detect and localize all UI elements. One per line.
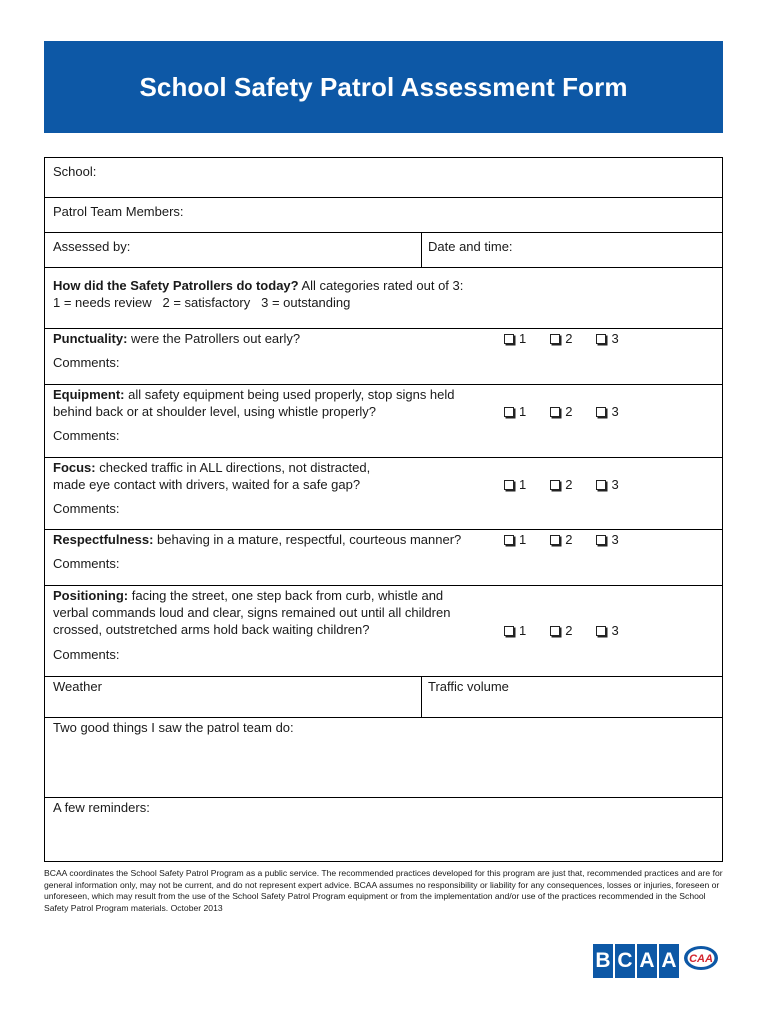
date-time-label: Date and time:: [428, 239, 513, 254]
logo-letter: A: [637, 944, 657, 978]
category-focus: [45, 457, 722, 529]
rating-option-1[interactable]: [504, 331, 526, 346]
school-row[interactable]: [45, 158, 722, 197]
category-name: Punctuality:: [53, 331, 128, 346]
checkbox-icon[interactable]: [504, 535, 514, 545]
category-desc-cont: crossed, outstretched arms hold back waiting children?: [53, 622, 370, 637]
option-label: 3: [611, 331, 619, 346]
option-label: 3: [611, 477, 619, 492]
caa-seal-icon: [683, 940, 719, 981]
checkbox-icon[interactable]: [504, 334, 514, 344]
logo-letter: C: [615, 944, 635, 978]
comments-label: Comments:: [53, 556, 120, 571]
category-desc: facing the street, one step back from curb, whistle and: [128, 588, 444, 603]
category-text: [53, 330, 300, 347]
category-desc: behaving in a mature, respectful, courteous manner?: [153, 532, 462, 547]
checkbox-icon[interactable]: [550, 334, 560, 344]
assessed-by-label: Assessed by:: [53, 239, 131, 254]
checkbox-icon[interactable]: [596, 480, 606, 490]
checkbox-icon[interactable]: [550, 626, 560, 636]
category-positioning: [45, 585, 722, 676]
reminders-label: A few reminders:: [53, 800, 150, 815]
traffic-volume-label: Traffic volume: [428, 679, 509, 694]
option-label: 3: [611, 623, 619, 638]
logo-letter: A: [659, 944, 679, 978]
good-things-label: Two good things I saw the patrol team do:: [53, 720, 294, 735]
checkbox-icon[interactable]: [596, 626, 606, 636]
checkbox-icon[interactable]: [550, 407, 560, 417]
option-label: 1: [519, 404, 527, 419]
intro-text: [53, 277, 463, 311]
team-members-label: Patrol Team Members:: [53, 204, 184, 219]
category-text: [53, 386, 455, 420]
reminders-row[interactable]: [45, 797, 722, 861]
option-label: 3: [611, 404, 619, 419]
comments-label: Comments:: [53, 501, 120, 516]
checkbox-icon[interactable]: [550, 535, 560, 545]
intro-question: How did the Safety Patrollers do today?: [53, 278, 299, 293]
option-label: 1: [519, 477, 527, 492]
category-name: Positioning:: [53, 588, 129, 603]
rating-option-3[interactable]: [596, 477, 618, 492]
category-desc-cont: behind back or at shoulder level, using whistle properly?: [53, 404, 377, 419]
checkbox-icon[interactable]: [504, 626, 514, 636]
option-label: 2: [565, 623, 573, 638]
option-label: 2: [565, 477, 573, 492]
rating-options: [504, 532, 643, 547]
rating-option-1[interactable]: [504, 404, 526, 419]
traffic-volume-field[interactable]: [422, 677, 722, 717]
weather-field[interactable]: [45, 677, 422, 717]
rating-option-3[interactable]: [596, 532, 618, 547]
assessor-row: [45, 232, 722, 267]
rating-option-1[interactable]: [504, 623, 526, 638]
rating-option-1[interactable]: [504, 532, 526, 547]
school-label: School:: [53, 164, 97, 179]
checkbox-icon[interactable]: [596, 535, 606, 545]
rating-option-3[interactable]: [596, 404, 618, 419]
category-text: [53, 587, 450, 638]
category-name: Respectfulness:: [53, 532, 154, 547]
logo-letter: B: [593, 944, 613, 978]
option-label: 1: [519, 331, 527, 346]
intro-rest: All categories rated out of 3:: [298, 278, 464, 293]
category-name: Equipment:: [53, 387, 125, 402]
title-banner: [44, 41, 723, 133]
option-label: 2: [565, 404, 573, 419]
assessed-by-field[interactable]: [45, 233, 422, 267]
rating-options: [504, 331, 643, 346]
rating-options: [504, 404, 643, 419]
bcaa-logo: [593, 940, 719, 981]
rating-options: [504, 477, 643, 492]
rating-option-2[interactable]: [550, 404, 572, 419]
rating-options: [504, 623, 643, 638]
rating-option-3[interactable]: [596, 331, 618, 346]
comments-label: Comments:: [53, 428, 120, 443]
category-text: [53, 459, 370, 493]
comments-label: Comments:: [53, 355, 120, 370]
category-desc-cont: verbal commands loud and clear, signs remained out until all children: [53, 605, 451, 620]
rating-option-2[interactable]: [550, 331, 572, 346]
checkbox-icon[interactable]: [596, 334, 606, 344]
category-desc: checked traffic in ALL directions, not distracted,: [95, 460, 371, 475]
comments-label: Comments:: [53, 647, 120, 662]
assessment-form: [44, 157, 723, 862]
category-desc: all safety equipment being used properly, stop signs held: [124, 387, 455, 402]
conditions-row: [45, 676, 722, 717]
date-time-field[interactable]: [422, 233, 722, 267]
disclaimer-text: BCAA coordinates the School Safety Patrol Program as a public service. The recommended practices developed for this program are just that, recommended practices and are for general information only, may not be current, and do not represent expert advice. BCAA assumes no responsibility or liability for any consequences, losses or injuries, foreseen or unforeseen, which may result from the use of the School Safety Patrol Program equipment or from the implementation and/or use of the practices recommended in the School Safety Patrol Program materials. October 2013: [44, 868, 723, 913]
category-punctuality: [45, 328, 722, 384]
option-label: 1: [519, 623, 527, 638]
caa-seal-text: CAA: [689, 953, 713, 965]
good-things-row[interactable]: [45, 717, 722, 797]
category-desc-cont: made eye contact with drivers, waited for a safe gap?: [53, 477, 361, 492]
rating-scale: 1 = needs review 2 = satisfactory 3 = outstanding: [53, 295, 351, 310]
checkbox-icon[interactable]: [596, 407, 606, 417]
rating-option-3[interactable]: [596, 623, 618, 638]
team-row[interactable]: [45, 197, 722, 232]
category-equipment: [45, 384, 722, 457]
option-label: 2: [565, 532, 573, 547]
category-respectfulness: [45, 529, 722, 585]
option-label: 2: [565, 331, 573, 346]
option-label: 1: [519, 532, 527, 547]
rating-option-2[interactable]: [550, 477, 572, 492]
category-text: [53, 531, 461, 548]
checkbox-icon[interactable]: [550, 480, 560, 490]
option-label: 3: [611, 532, 619, 547]
category-name: Focus:: [53, 460, 96, 475]
checkbox-icon[interactable]: [504, 480, 514, 490]
page-title: School Safety Patrol Assessment Form: [139, 71, 628, 102]
intro-row: [45, 267, 722, 328]
rating-option-2[interactable]: [550, 623, 572, 638]
rating-option-1[interactable]: [504, 477, 526, 492]
checkbox-icon[interactable]: [504, 407, 514, 417]
weather-label: Weather: [53, 679, 102, 694]
rating-option-2[interactable]: [550, 532, 572, 547]
category-desc: were the Patrollers out early?: [127, 331, 301, 346]
